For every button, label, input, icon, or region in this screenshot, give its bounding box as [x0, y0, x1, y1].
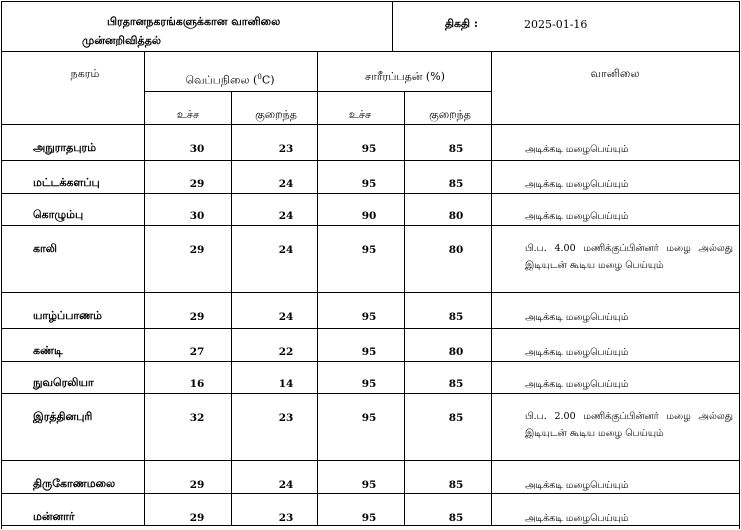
row-line [1, 292, 740, 293]
row-line [1, 225, 740, 226]
row-line [1, 460, 740, 461]
date-label: திகதி : [445, 17, 478, 30]
city-name: காலி [33, 242, 57, 255]
city-name: மட்டக்களப்பு [33, 176, 100, 189]
temp-min: 22 [278, 346, 294, 358]
col-line-hum [491, 51, 492, 525]
table-bottom-border [1, 525, 740, 526]
humidity-min: 80 [448, 244, 464, 256]
humidity-min: 85 [448, 512, 464, 524]
temperature-degree: 0 [257, 73, 262, 81]
subheader-hum-max: உச்ச [348, 108, 372, 121]
document-title: பிரதானநகரங்களுக்கான வானிலை [107, 15, 281, 28]
humidity-min: 80 [448, 210, 464, 222]
subheader-hum-min: குறைந்த [429, 108, 471, 121]
humidity-min: 85 [448, 479, 464, 491]
row-line [1, 393, 740, 394]
weather-text: பி.ப. 4.00 மணிக்குப்பின்னர் மழை அல்லது இடியுடன் கூடிய மழை பெய்யும் [525, 243, 733, 271]
humidity-max: 95 [361, 143, 377, 155]
city-name: கொழும்பு [33, 208, 84, 221]
humidity-max: 90 [361, 210, 377, 222]
temperature-label: வெப்பநிலை ( [185, 73, 258, 87]
temp-min: 14 [278, 378, 294, 390]
temp-max: 29 [189, 512, 205, 524]
city-name: திருகோணமலை [33, 477, 116, 490]
humidity-min: 85 [448, 143, 464, 155]
subheader-temp-min: குறைந்த [255, 108, 297, 121]
weather-text: பி.ப. 2.00 மணிக்குப்பின்னர் மழை அல்லது இடியுடன் கூடிய மழை பெய்யும் [525, 411, 733, 439]
humidity-min: 85 [448, 378, 464, 390]
temp-min: 24 [278, 178, 294, 190]
temp-max: 30 [189, 143, 205, 155]
temp-max: 30 [189, 210, 205, 222]
city-name: இரத்தினபுரி [33, 410, 93, 423]
temp-max: 27 [189, 346, 205, 358]
humidity-max: 95 [361, 512, 377, 524]
humidity-max: 95 [361, 311, 377, 323]
city-name: நுவரெலியா [33, 376, 94, 389]
temp-min: 24 [278, 210, 294, 222]
date-value: 2025-01-16 [524, 18, 588, 31]
temp-max: 29 [189, 178, 205, 190]
table-left-border [1, 1, 2, 529]
col-line-city [144, 51, 145, 525]
humidity-min: 85 [448, 178, 464, 190]
column-header-temperature [150, 70, 310, 88]
temp-max: 29 [189, 311, 205, 323]
weather-text: அடிக்கடி மழைபெய்யும் [525, 347, 629, 358]
weather-text: அடிக்கடி மழைபெய்யும் [525, 480, 629, 491]
temp-min: 23 [278, 143, 294, 155]
city-name: கண்டி [33, 344, 63, 357]
row-line [1, 160, 740, 161]
humidity-min: 80 [448, 346, 464, 358]
temperature-unit: C) [261, 73, 275, 87]
row-line [1, 193, 740, 194]
column-header-city: நகரம் [70, 67, 100, 80]
humidity-max: 95 [361, 178, 377, 190]
temp-max: 32 [189, 412, 205, 424]
header-divider [392, 1, 393, 51]
weather-text: அடிக்கடி மழைபெய்யும் [525, 513, 629, 524]
subheader-line [144, 91, 491, 92]
weather-text: அடிக்கடி மழைபெய்யும் [525, 211, 629, 222]
temp-min: 24 [278, 311, 294, 323]
weather-text: அடிக்கடி மழைபெய்யும் [525, 144, 629, 155]
column-header-weather: வானிலை [590, 67, 640, 80]
temp-min: 24 [278, 479, 294, 491]
city-name: அநுராதபுரம் [33, 141, 97, 154]
header-bottom-line [1, 51, 740, 52]
weather-text: அடிக்கடி மழைபெய்யும் [525, 179, 629, 190]
document-subtitle: முன்னறிவித்தல் [82, 34, 161, 47]
humidity-max: 95 [361, 378, 377, 390]
city-name: யாழ்ப்பாணம் [33, 309, 102, 322]
row-line [1, 493, 740, 494]
table-top-border [1, 1, 740, 2]
subheader-temp-max: உச்ச [176, 108, 200, 121]
humidity-max: 95 [361, 479, 377, 491]
humidity-min: 85 [448, 311, 464, 323]
weather-text: அடிக்கடி மழைபெய்யும் [525, 379, 629, 390]
column-header-humidity: சாரீரப்பதன் (%) [365, 70, 445, 83]
temp-min: 24 [278, 244, 294, 256]
table-right-border [739, 1, 740, 529]
humidity-max: 95 [361, 412, 377, 424]
temp-min: 23 [278, 412, 294, 424]
temp-max: 29 [189, 244, 205, 256]
temp-max: 16 [189, 378, 205, 390]
humidity-max: 95 [361, 244, 377, 256]
temp-max: 29 [189, 479, 205, 491]
temp-min: 23 [278, 512, 294, 524]
humidity-min: 85 [448, 412, 464, 424]
weather-text: அடிக்கடி மழைபெய்யும் [525, 312, 629, 323]
humidity-max: 95 [361, 346, 377, 358]
city-name: மன்னார் [33, 510, 75, 523]
col-line-temp [317, 51, 318, 525]
row-line [1, 361, 740, 362]
columns-header-bottom [1, 124, 740, 125]
row-line [1, 328, 740, 329]
